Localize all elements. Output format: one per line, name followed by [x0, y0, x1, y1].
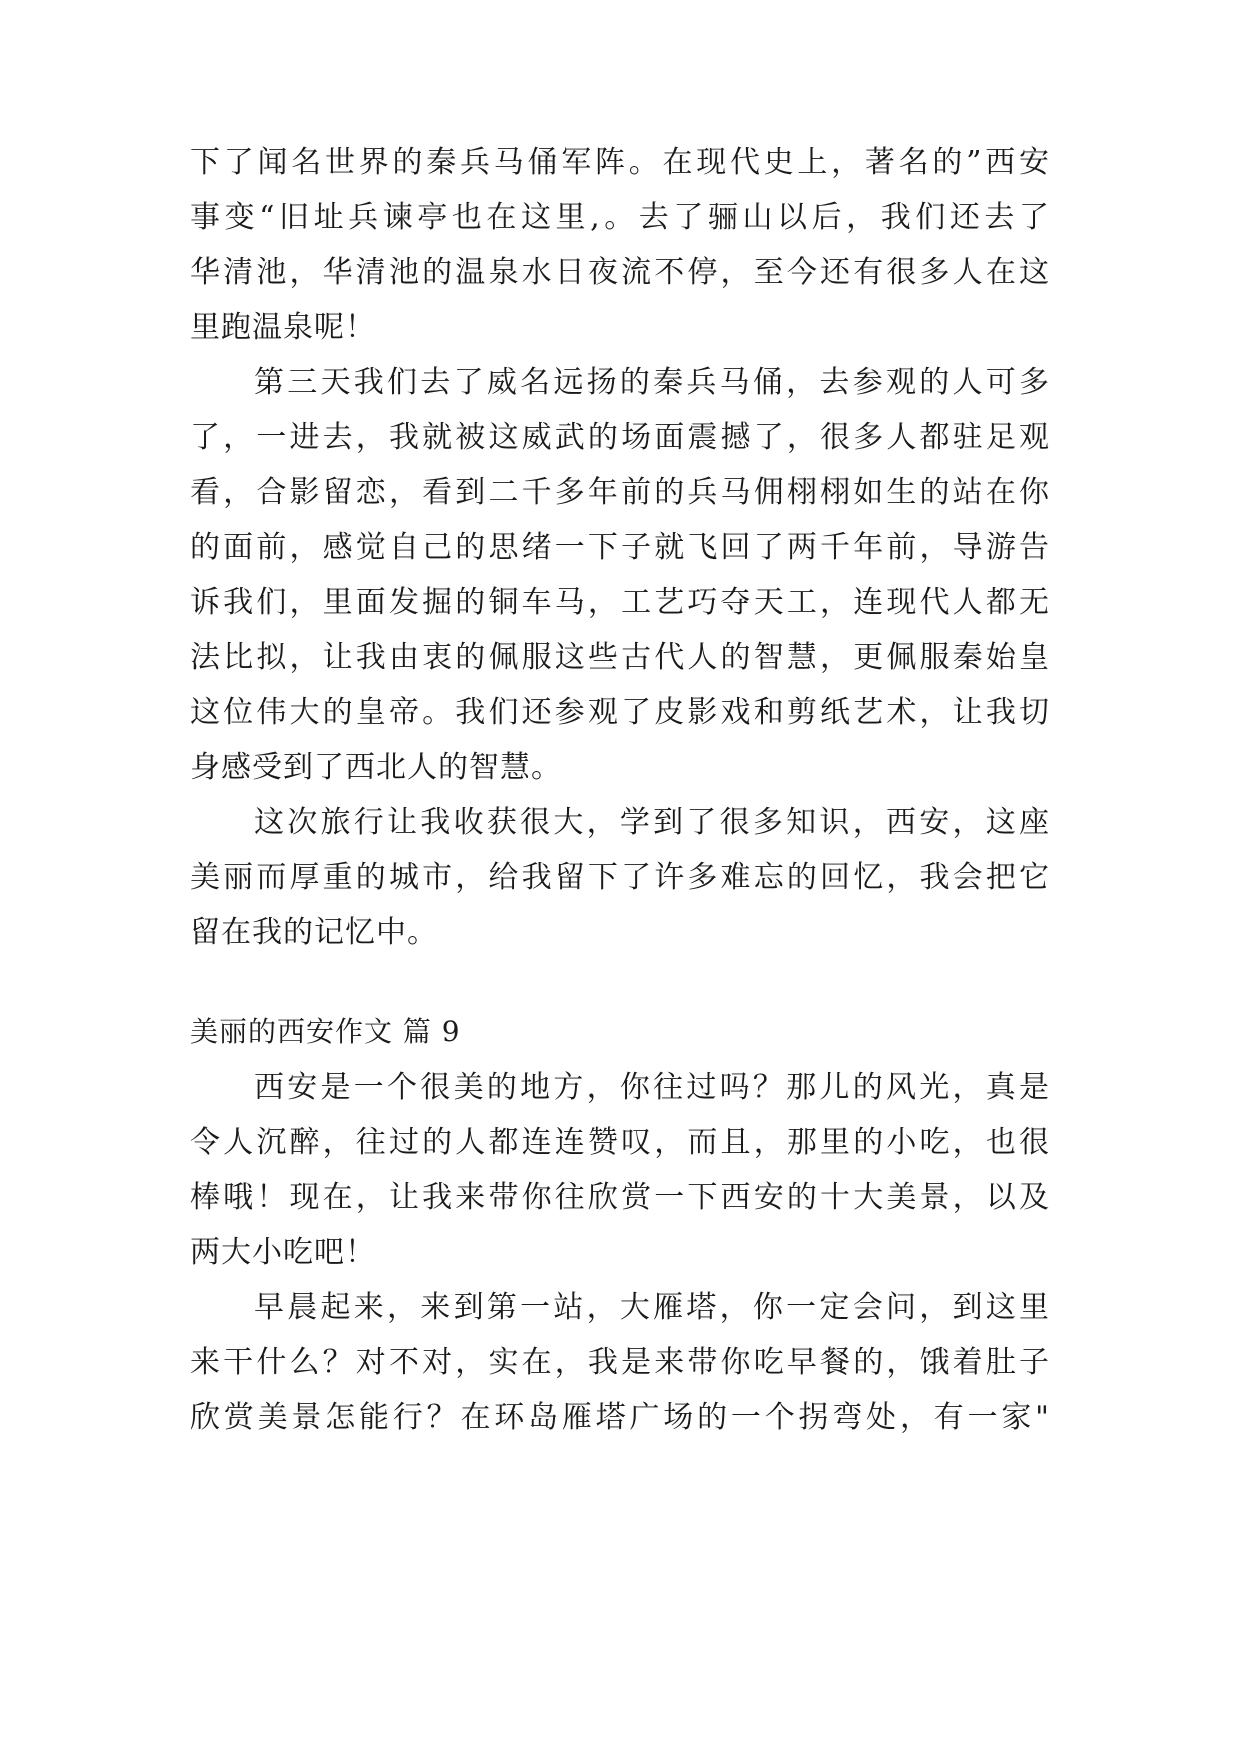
body-text-line: 这次旅行让我收获很大，学到了很多知识，西安，这座	[254, 805, 1050, 840]
body-text-line: 里跑温泉呢！	[190, 310, 376, 345]
body-text-line: 欣赏美景怎能行？在环岛雁塔广场的一个拐弯处，有一家"	[190, 1400, 1050, 1435]
body-text-line: 这位伟大的皇帝。我们还参观了皮影戏和剪纸艺术，让我切	[190, 695, 1050, 730]
body-text-line: 华清池，华清池的温泉水日夜流不停，至今还有很多人在这	[190, 255, 1050, 290]
body-text-line: 身感受到了西北人的智慧。	[190, 750, 562, 785]
body-text-line: 诉我们，里面发掘的铜车马，工艺巧夺天工，连现代人都无	[190, 585, 1050, 620]
body-text-line: 西安是一个很美的地方，你往过吗？那儿的风光，真是	[254, 1070, 1050, 1105]
body-text-line: 早晨起来，来到第一站，大雁塔，你一定会问，到这里	[254, 1290, 1050, 1325]
body-text-line: 来干什么？对不对，实在，我是来带你吃早餐的，饿着肚子	[190, 1345, 1050, 1380]
body-text-line: 两大小吃吧！	[190, 1235, 376, 1270]
body-text-line: 了，一进去，我就被这威武的场面震撼了，很多人都驻足观	[190, 420, 1050, 455]
body-text-line: 的面前，感觉自己的思绪一下子就飞回了两千年前，导游告	[190, 530, 1050, 565]
body-text-line: 下了闻名世界的秦兵马俑军阵。在现代史上，著名的”西安	[190, 145, 1050, 180]
body-text-line: 令人沉醉，往过的人都连连赞叹，而且，那里的小吃，也很	[190, 1125, 1050, 1160]
body-text-line: 事变“旧址兵谏亭也在这里,。去了骊山以后，我们还去了	[190, 200, 1050, 235]
body-text-line: 美丽而厚重的城市，给我留下了许多难忘的回忆，我会把它	[190, 860, 1050, 895]
body-text-line: 第三天我们去了威名远扬的秦兵马俑，去参观的人可多	[254, 365, 1050, 400]
body-text-line: 看，合影留恋，看到二千多年前的兵马佣栩栩如生的站在你	[190, 475, 1050, 510]
section-heading: 美丽的西安作文 篇 9	[190, 1015, 461, 1048]
body-text-line: 留在我的记忆中。	[190, 915, 438, 950]
body-text-line: 棒哦！现在，让我来带你往欣赏一下西安的十大美景，以及	[190, 1180, 1050, 1215]
body-text-line: 法比拟，让我由衷的佩服这些古代人的智慧，更佩服秦始皇	[190, 640, 1050, 675]
